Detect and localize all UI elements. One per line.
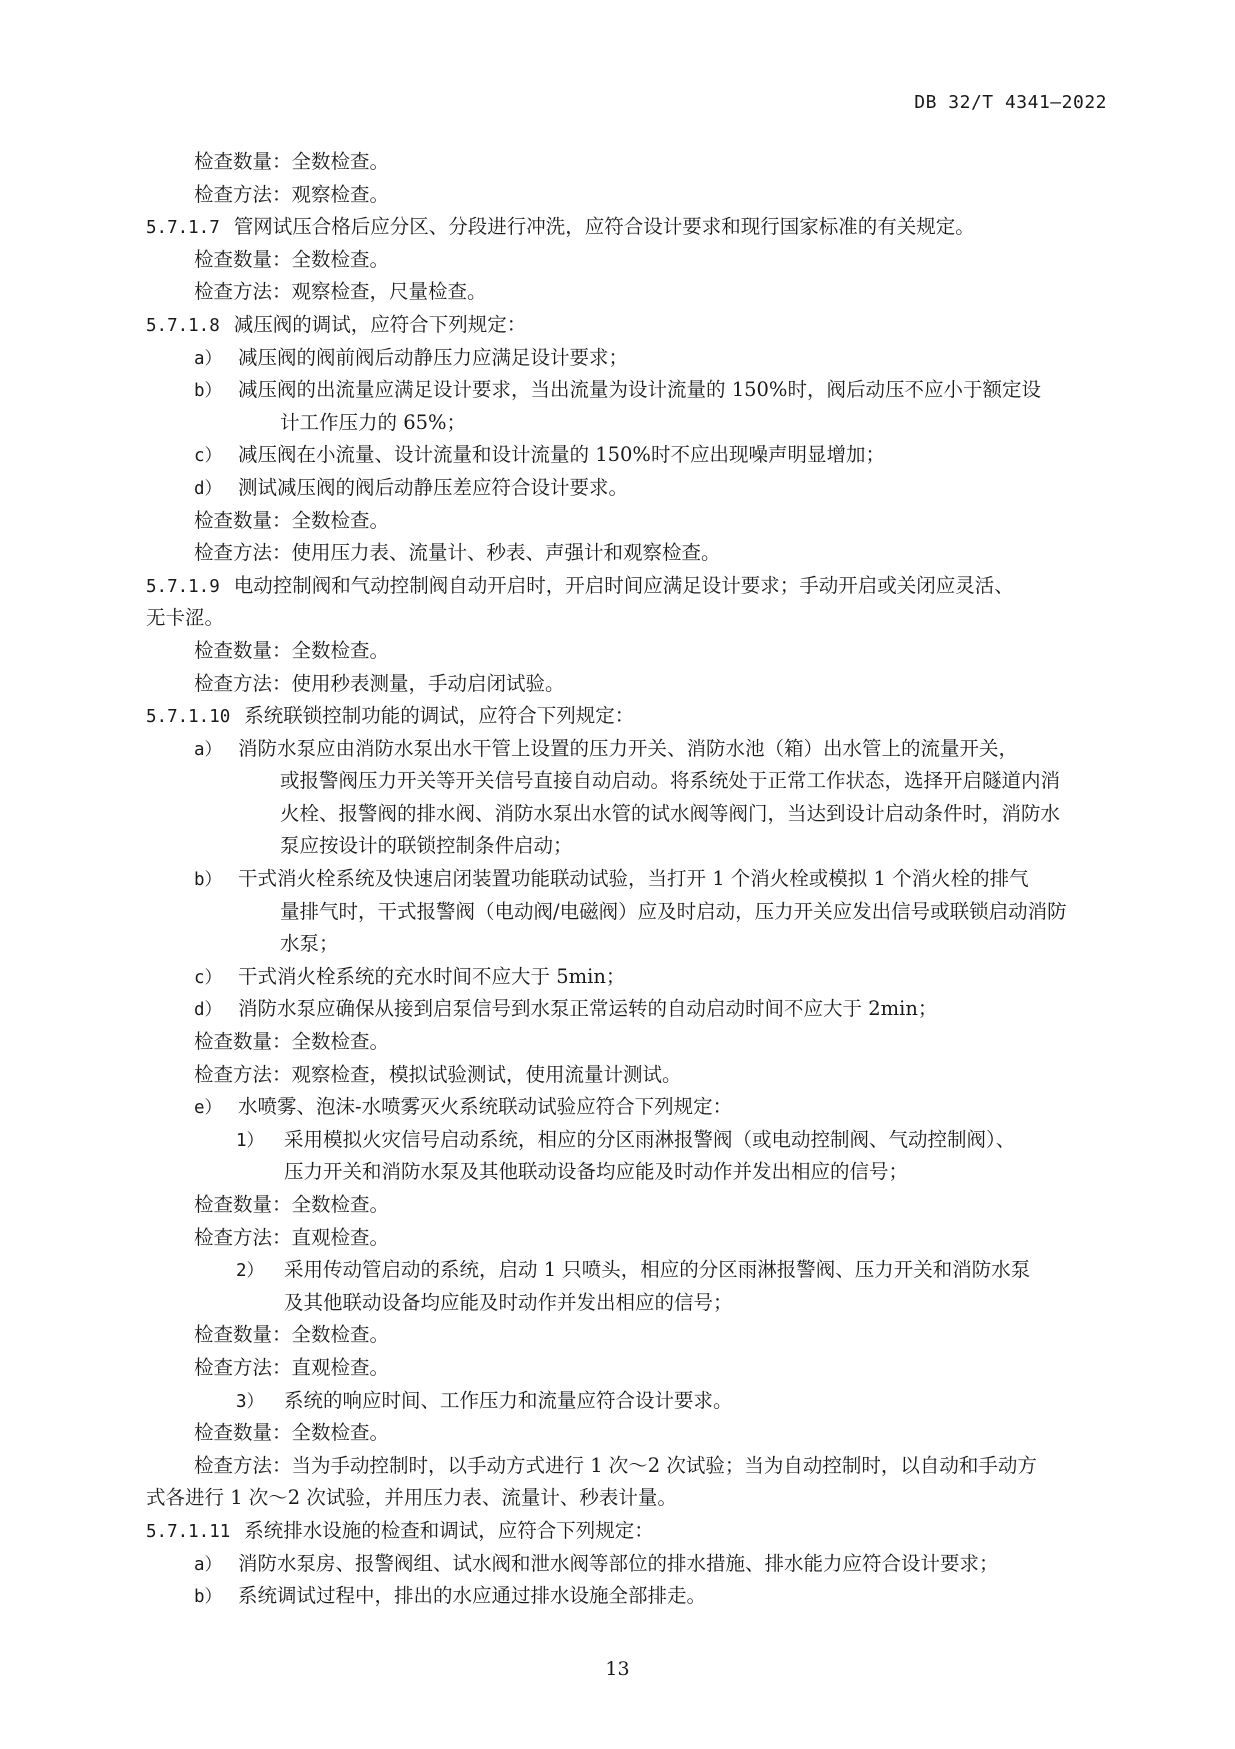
list-item <box>146 1580 1110 1613</box>
list-marker: b） <box>194 870 223 891</box>
list-marker: d） <box>194 1000 223 1021</box>
list-marker: a） <box>194 739 223 760</box>
continuation-line: 式各进行 1 次～2 次试验，并用压力表、流量计、秒表计量。 <box>146 1486 677 1510</box>
list-marker: a） <box>194 348 223 369</box>
continuation-line: 压力开关和消防水泵及其他联动设备均应能及时动作并发出相应的信号； <box>284 1160 909 1184</box>
list-marker: b） <box>194 1587 223 1608</box>
check-line: 检查数量：全数检查。 <box>194 1193 390 1216</box>
list-marker: d） <box>194 478 223 499</box>
list-item <box>146 961 1110 994</box>
standard-code-header: DB 32/T 4341—2022 <box>914 92 1107 113</box>
clause-line <box>146 570 1110 603</box>
list-item-text: 减压阀的出流量应满足设计要求，当出流量为设计流量的 150%时，阀后动压不应小于额定设 <box>238 378 1041 402</box>
document-body <box>146 146 1110 1613</box>
list-marker: b） <box>194 381 223 402</box>
check-line: 检查方法：观察检查，尺量检查。 <box>194 280 487 304</box>
list-item-text: 减压阀的阀前阀后动静压力应满足设计要求； <box>238 345 629 369</box>
sub-list-item-text: 系统的响应时间、工作压力和流量应符合设计要求。 <box>284 1388 733 1412</box>
list-item <box>146 439 1110 472</box>
sub-list-marker: 1） <box>236 1130 265 1151</box>
list-item <box>146 1091 1110 1124</box>
list-item-text: 消防水泵应由消防水泵出水干管上设置的压力开关、消防水池（箱）出水管上的流量开关， <box>238 736 1019 760</box>
list-item-text: 消防水泵房、报警阀组、试水阀和泄水阀等部位的排水措施、排水能力应符合设计要求； <box>238 1551 999 1575</box>
continuation-line: 水泵； <box>280 932 339 956</box>
list-marker: e） <box>194 1098 223 1119</box>
clause-number: 5.7.1.10 <box>146 707 231 728</box>
check-line: 检查方法：观察检查。 <box>194 182 390 206</box>
sub-list-marker: 2） <box>236 1261 265 1282</box>
list-item <box>146 733 1110 766</box>
check-line: 检查方法：直观检查。 <box>194 1225 390 1249</box>
list-item <box>146 374 1110 407</box>
sub-list-item <box>146 1254 1110 1287</box>
list-item-text: 水喷雾、泡沫-水喷雾灭火系统联动试验应符合下列规定： <box>238 1095 733 1119</box>
clause-number: 5.7.1.7 <box>146 218 220 239</box>
list-item <box>146 1548 1110 1581</box>
list-item <box>146 472 1110 505</box>
clause-number: 5.7.1.9 <box>146 576 220 597</box>
check-line: 检查方法：使用秒表测量，手动启闭试验。 <box>194 671 565 695</box>
sub-list-item-text: 采用模拟火灾信号启动系统，相应的分区雨淋报警阀（或电动控制阀、气动控制阀）、 <box>284 1127 1016 1151</box>
sub-list-marker: 3） <box>236 1391 265 1412</box>
clause-line <box>146 309 1110 342</box>
clause-text: 减压阀的调试，应符合下列规定： <box>233 312 527 336</box>
continuation-line: 及其他联动设备均应能及时动作并发出相应的信号； <box>284 1290 733 1314</box>
list-item <box>146 342 1110 375</box>
list-item <box>146 993 1110 1026</box>
list-marker: c） <box>194 967 223 988</box>
continuation-line: 无卡涩。 <box>146 606 225 630</box>
clause-text: 系统排水设施的检查和调试，应符合下列规定： <box>244 1518 654 1542</box>
page-number: 13 <box>605 1658 630 1680</box>
sub-list-item <box>146 1124 1110 1157</box>
check-line: 检查数量：全数检查。 <box>194 638 390 662</box>
continuation-line: 泵应按设计的联锁控制条件启动； <box>280 834 573 858</box>
sub-list-item-text: 采用传动管启动的系统，启动 1 只喷头，相应的分区雨淋报警阀、压力开关和消防水泵 <box>284 1258 1031 1282</box>
check-line: 检查数量：全数检查。 <box>194 1030 390 1054</box>
clause-text: 系统联锁控制功能的调试，应符合下列规定： <box>244 704 635 728</box>
check-line: 检查方法：当为手动控制时，以手动方式进行 1 次～2 次试验；当为自动控制时，以自动和手动方 <box>194 1453 1037 1477</box>
list-item-text: 干式消火栓系统的充水时间不应大于 5min； <box>238 964 626 988</box>
list-item-text: 干式消火栓系统及快速启闭装置功能联动试验，当打开 1 个消火栓或模拟 1 个消火栓的排气 <box>238 867 1029 891</box>
list-marker: c） <box>194 446 223 467</box>
clause-number: 5.7.1.11 <box>146 1521 231 1542</box>
check-line: 检查数量：全数检查。 <box>194 247 390 271</box>
list-marker: a） <box>194 1554 223 1575</box>
check-line: 检查方法：使用压力表、流量计、秒表、声强计和观察检查。 <box>194 541 721 565</box>
list-item-text: 系统调试过程中，排出的水应通过排水设施全部排走。 <box>238 1584 707 1608</box>
clause-line <box>146 211 1110 244</box>
check-line: 检查数量：全数检查。 <box>194 1421 390 1445</box>
check-line: 检查数量：全数检查。 <box>194 150 390 173</box>
continuation-line: 计工作压力的 65%； <box>280 410 467 434</box>
check-line: 检查方法：直观检查。 <box>194 1355 390 1379</box>
clause-text: 电动控制阀和气动控制阀自动开启时，开启时间应满足设计要求；手动开启或关闭应灵活、 <box>233 573 1014 597</box>
list-item <box>146 863 1110 896</box>
clause-number: 5.7.1.8 <box>146 315 220 336</box>
clause-text: 管网试压合格后应分区、分段进行冲洗，应符合设计要求和现行国家标准的有关规定。 <box>233 215 975 239</box>
check-line: 检查数量：全数检查。 <box>194 508 390 532</box>
check-line: 检查方法：观察检查，模拟试验测试，使用流量计测试。 <box>194 1062 682 1086</box>
clause-line <box>146 700 1110 733</box>
sub-list-item <box>146 1385 1110 1418</box>
list-item-text: 减压阀在小流量、设计流量和设计流量的 150%时不应出现噪声明显增加； <box>238 443 885 467</box>
check-line: 检查数量：全数检查。 <box>194 1323 390 1347</box>
list-item-text: 测试减压阀的阀后动静压差应符合设计要求。 <box>238 475 629 499</box>
list-item-text: 消防水泵应确保从接到启泵信号到水泵正常运转的自动启动时间不应大于 2min； <box>238 997 938 1021</box>
continuation-line: 或报警阀压力开关等开关信号直接自动启动。将系统处于正常工作状态，选择开启隧道内消 <box>280 769 1061 793</box>
continuation-line: 火栓、报警阀的排水阀、消防水泵出水管的试水阀等阀门，当达到设计启动条件时，消防水 <box>280 801 1061 825</box>
clause-line <box>146 1515 1110 1548</box>
continuation-line: 量排气时，干式报警阀（电动阀/电磁阀）应及时启动，压力开关应发出信号或联锁启动消防 <box>280 899 1067 923</box>
